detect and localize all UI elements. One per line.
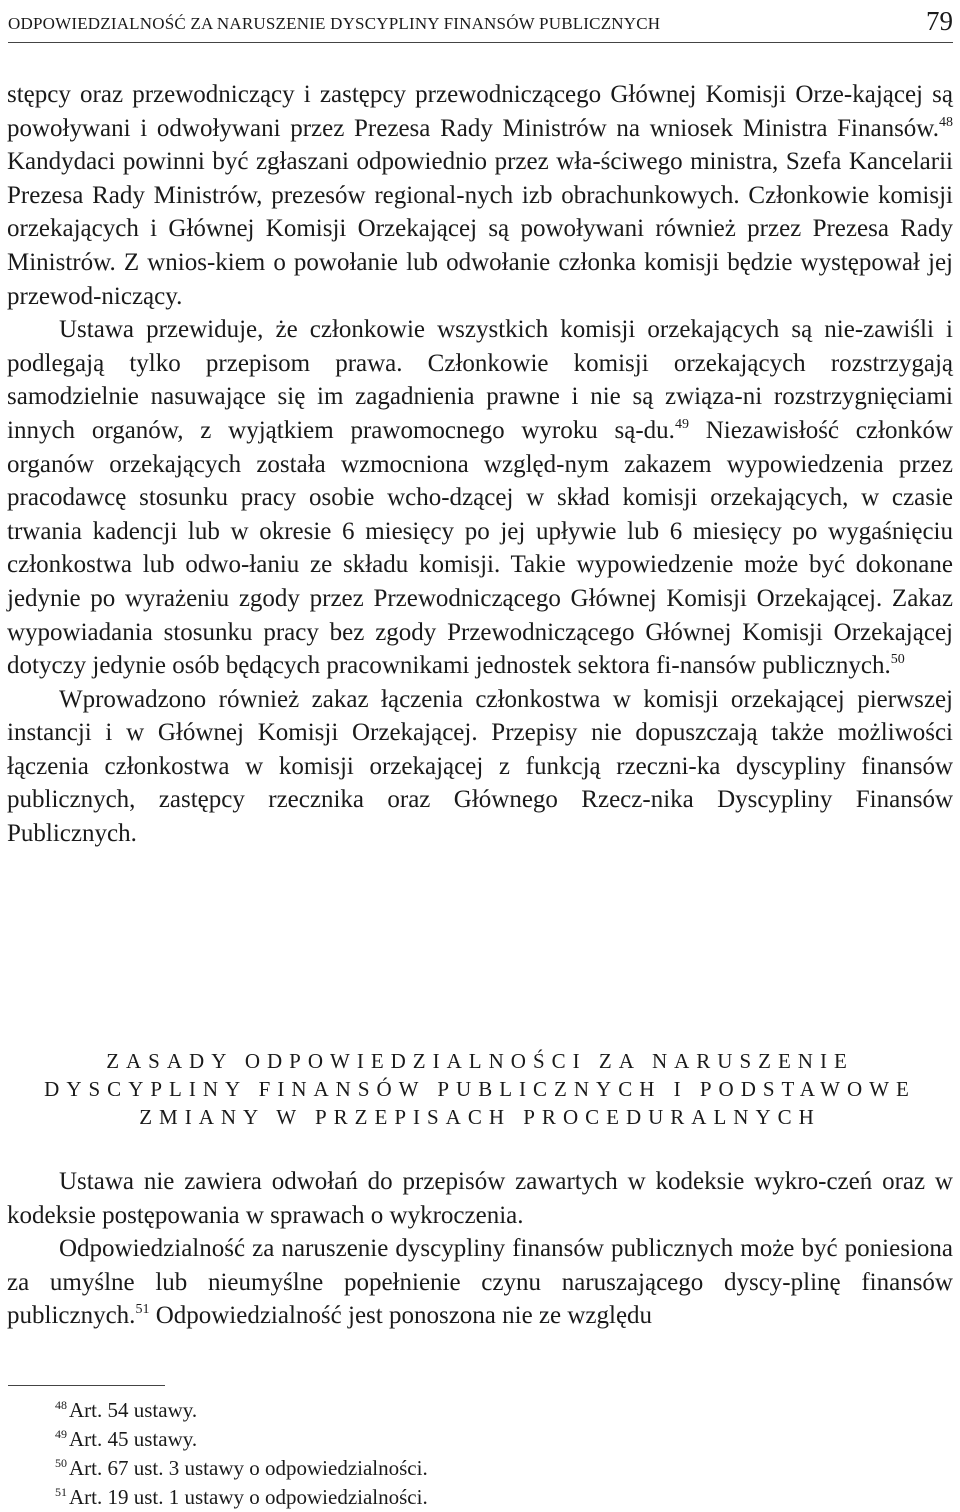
footnote-ref-49[interactable]: 49 xyxy=(674,416,689,432)
paragraph-4 xyxy=(7,1165,953,1232)
footnote-text: Art. 54 ustawy. xyxy=(69,1398,198,1422)
footnote-number: 50 xyxy=(55,1456,67,1470)
footnote-number: 49 xyxy=(55,1427,67,1441)
footnotes xyxy=(55,1396,428,1512)
paragraph-3-text: Wprowadzono również zakaz łączenia członkostwa w komisji orzekającej pierwszej instancji i w Głównej Komisji Orzekającej. Przepisy nie dopuszczają także możliwości łączenia członkostwa w komisji orzekającej z funkcją rzeczni-ka dyscypliny finansów publicznych, zastępcy rzecznika oraz Głównego Rzecz-nika Dyscypliny Finansów Publicznych. xyxy=(7,685,953,848)
page-number: 79 xyxy=(926,6,953,36)
paragraph-1-text-a: stępcy oraz przewodniczący i zastępcy przewodniczącego Głównej Komisji Orze-kającej są powoływani i odwoływani przez Prezesa Rady Ministrów na wniosek Ministra Finansów. xyxy=(7,81,953,142)
section-heading-line-3: ZMIANY W PRZEPISACH PROCEDURALNYCH xyxy=(139,1105,821,1129)
footnote-number: 51 xyxy=(55,1485,67,1499)
footnote-48 xyxy=(55,1396,428,1425)
paragraph-2 xyxy=(7,313,953,683)
footnote-number: 48 xyxy=(55,1398,67,1412)
running-title: ODPOWIEDZIALNOŚĆ ZA NARUSZENIE DYSCYPLINY FINANSÓW PUBLICZNYCH xyxy=(8,14,661,33)
paragraph-5-text-b: Odpowiedzialność jest ponoszona nie ze względu xyxy=(155,1302,653,1330)
footnote-text: Art. 67 ust. 3 ustawy o odpowiedzialności. xyxy=(69,1456,428,1480)
paragraph-3 xyxy=(7,683,953,851)
paragraph-1-text-b: Kandydaci powinni być zgłaszani odpowiednio przez wła-ściwego ministra, Szefa Kancelarii Prezesa Rady Ministrów, prezesów regional-nych izb obrachunkowych. Członkowie komisji orzekających i Głównej Komisji Orzekającej są powoływani również przez Prezesa Rady Ministrów. Z wnios-kiem o powołanie lub odwołanie członka komisji będzie występował jej przewod-niczący. xyxy=(7,148,953,310)
body-section-1 xyxy=(7,78,953,851)
section-heading-line-1: ZASADY ODPOWIEDZIALNOŚCI ZA NARUSZENIE xyxy=(106,1049,854,1073)
header-rule xyxy=(8,42,953,43)
footnote-ref-50[interactable]: 50 xyxy=(890,652,905,668)
footnote-50 xyxy=(55,1454,428,1483)
footnote-text: Art. 19 ust. 1 ustawy o odpowiedzialności. xyxy=(69,1485,428,1509)
paragraph-5 xyxy=(7,1232,953,1333)
footnote-text: Art. 45 ustawy. xyxy=(69,1427,198,1451)
footnote-ref-48[interactable]: 48 xyxy=(939,114,953,130)
footnote-51 xyxy=(55,1483,428,1512)
paragraph-4-text: Ustawa nie zawiera odwołań do przepisów zawartych w kodeksie wykro-czeń oraz w kodeksie postępowania w sprawach o wykroczenia. xyxy=(7,1168,953,1229)
section-heading xyxy=(0,1047,960,1131)
footnote-49 xyxy=(55,1425,428,1454)
body-section-2 xyxy=(7,1165,953,1333)
running-header xyxy=(8,6,953,42)
paragraph-1 xyxy=(7,78,953,313)
footnote-rule xyxy=(8,1385,165,1386)
footnote-ref-51[interactable]: 51 xyxy=(135,1302,150,1318)
paragraph-2-text-b: Niezawisłość członków organów orzekających została wzmocniona względ-nym zakazem wypowiedzenia przez pracodawcę stosunku pracy osobie wcho-dzącej w skład komisji orzekających, w czasie trwania kadencji lub w okresie 6 miesięcy po jej upływie lub 6 miesięcy po wygaśnięciu członkostwa lub odwo-łaniu ze składu komisji. Takie wypowiedzenie może być dokonane jedynie po wyrażeniu zgody przez Przewodniczącego Głównej Komisji Orzekającej. Zakaz wypowiadania stosunku pracy bez zgody Przewodniczącego Głównej Komisji Orzekającej dotyczy jedynie osób będących pracownikami jednostek sektora fi-nansów publicznych. xyxy=(7,416,954,680)
section-heading-line-2: DYSCYPLINY FINANSÓW PUBLICZNYCH I PODSTAWOWE xyxy=(44,1077,916,1101)
paragraph-5-text-a: Odpowiedzialność za naruszenie dyscypliny finansów publicznych może być poniesiona za umyślne lub nieumyślne popełnienie czynu naruszającego dyscy-plinę finansów publicznych. xyxy=(7,1235,953,1330)
paragraph-2-text-a: Ustawa przewiduje, że członkowie wszystkich komisji orzekających są nie-zawiśli i podlegają tylko przepisom prawa. Członkowie komisji orzekających rozstrzygają samodzielnie nasuwające się im zagadnienia prawne i nie są związa-ni rozstrzygnięciami innych organów, z wyjątkiem prawomocnego wyroku są-du. xyxy=(7,316,953,444)
